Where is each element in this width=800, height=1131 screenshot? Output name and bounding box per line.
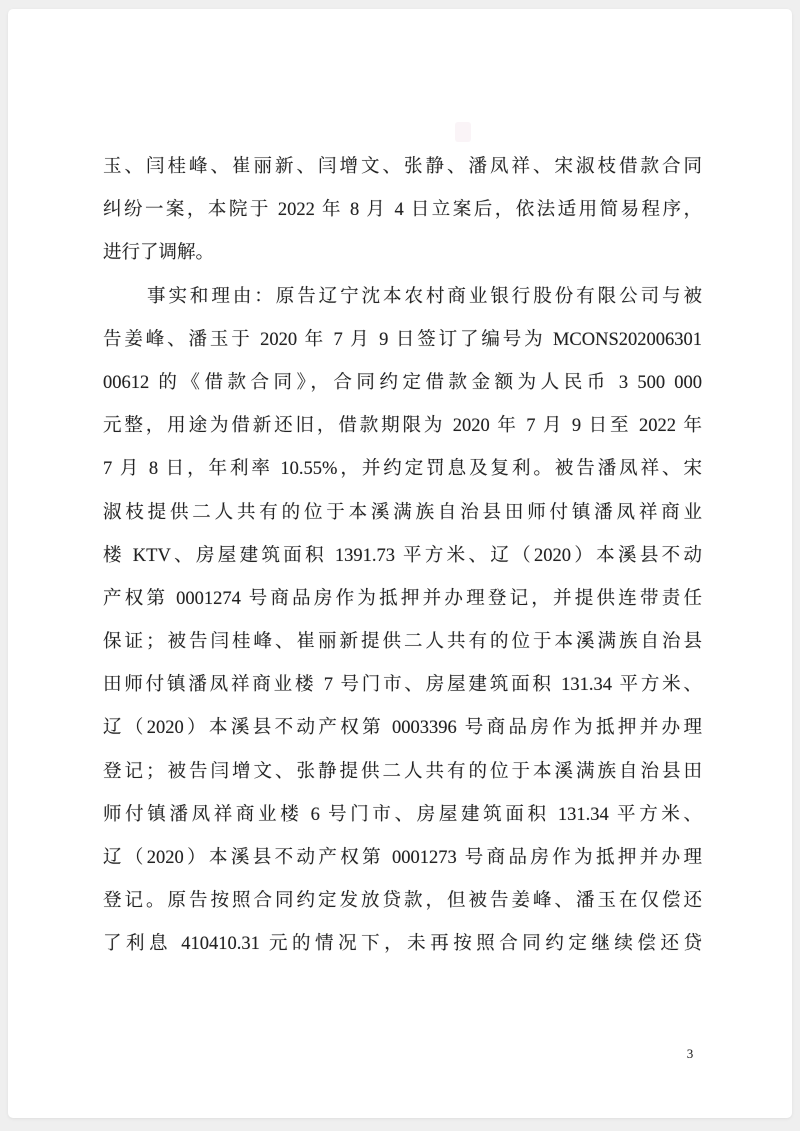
text-line: 7 月 8 日，年利率 10.55%，并约定罚息及复利。被告潘凤祥、宋 — [103, 459, 702, 480]
text-line: 登记；被告闫增文、张静提供二人共有的位于本溪满族自治县田 — [103, 761, 702, 782]
document-page — [8, 9, 792, 1118]
text-line: 了利息 410410.31 元的情况下，未再按照合同约定继续偿还贷 — [103, 934, 702, 955]
text-line: 产权第 0001274 号商品房作为抵押并办理登记，并提供连带责任 — [103, 588, 702, 609]
page-number: 3 — [686, 1046, 694, 1061]
text-line: 楼 KTV、房屋建筑面积 1391.73 平方米、辽（2020）本溪县不动 — [103, 545, 702, 566]
text-line: 元整，用途为借新还旧，借款期限为 2020 年 7 月 9 日至 2022 年 — [103, 416, 702, 437]
text-line: 辽（2020）本溪县不动产权第 0001273 号商品房作为抵押并办理 — [103, 848, 702, 868]
text-line: 淑枝提供二人共有的位于本溪满族自治县田师付镇潘凤祥商业 — [103, 502, 702, 523]
text-line: 告姜峰、潘玉于 2020 年 7 月 9 日签订了编号为 MCONS202006301 — [103, 329, 702, 350]
text-line: 保证；被告闫桂峰、崔丽新提供二人共有的位于本溪满族自治县 — [103, 632, 702, 653]
text-line: 纠纷一案，本院于 2022 年 8 月 4 日立案后，依法适用简易程序， — [103, 200, 702, 221]
text-line: 事实和理由：原告辽宁沈本农村商业银行股份有限公司与被 — [147, 286, 702, 307]
text-line: 登记。原告按照合同约定发放贷款，但被告姜峰、潘玉在仅偿还 — [103, 891, 702, 912]
text-line: 进行了调解。 — [103, 243, 215, 264]
text-line: 辽（2020）本溪县不动产权第 0003396 号商品房作为抵押并办理 — [103, 718, 702, 739]
scan-artifact — [455, 122, 471, 142]
document-body-text — [103, 146, 702, 967]
text-line: 田师付镇潘凤祥商业楼 7 号门市、房屋建筑面积 131.34 平方米、 — [103, 675, 702, 696]
text-line: 师付镇潘凤祥商业楼 6 号门市、房屋建筑面积 131.34 平方米、 — [103, 804, 702, 825]
text-line: 玉、闫桂峰、崔丽新、闫增文、张静、潘凤祥、宋淑枝借款合同 — [103, 157, 702, 177]
text-line: 00612 的《借款合同》，合同约定借款金额为人民币 3 500 000 — [103, 372, 702, 393]
